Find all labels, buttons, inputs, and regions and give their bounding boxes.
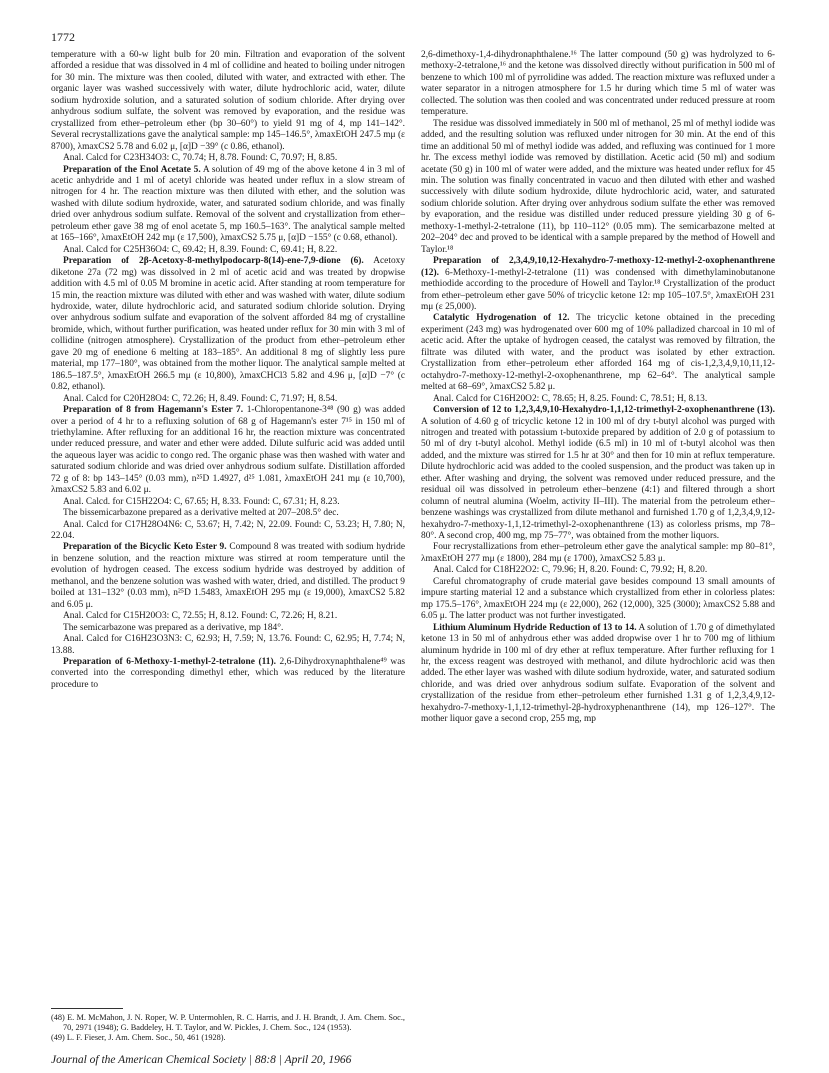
page-number: 1772 — [51, 30, 75, 44]
section-heading: Preparation of 2,3,4,9,10,12-Hexahydro-7-methoxy-12-methyl-2-oxophenanthrene (12). — [421, 256, 775, 278]
footnote-rule — [51, 1008, 123, 1009]
section-heading: Preparation of 2β-Acetoxy-8-methylpodocarp-8(14)-ene-7,9-dione (6). — [63, 256, 364, 267]
section-heading: Preparation of the Enol Acetate 5. — [63, 164, 201, 175]
paragraph — [51, 508, 405, 519]
paragraph — [51, 542, 405, 611]
paragraph-text: Anal. Calcd for C25H36O4: C, 69.42; H, 8.39. Found: C, 69.41; H, 8.22. — [63, 244, 338, 255]
paragraph — [51, 611, 405, 622]
paragraph — [421, 405, 775, 542]
paragraph — [51, 623, 405, 634]
paragraph — [421, 565, 775, 576]
paragraph-text: Compound 8 was treated with sodium hydride in benzene solution, and the reaction mixture was stirred at room temperature until the evolution of hydrogen ceased. The excess sodium hydride was destroyed by addition of methanol, and the benzene solution was washed with water, dried, and distilled. The product 9 boiled at 131–132° (0.03 mm), n²⁵D 1.5483, λmaxEtOH 295 mμ (ε 19,000), λmaxCS2 5.82 and 6.05 μ. — [51, 542, 405, 610]
paragraph — [51, 657, 405, 691]
paragraph — [51, 50, 405, 153]
paragraph-text: Anal. Calcd for C20H28O4: C, 72.26; H, 8.49. Found: C, 71.97; H, 8.54. — [63, 393, 338, 404]
paragraph-text: The tricyclic ketone obtained in the preceding experiment (243 mg) was hydrogenated over 600 mg of 10% palladized charcoal in 10 ml of acetic acid. After the uptake of hydrogen ceased, the catalyst was removed by filtration, the filtrate was diluted with water, and the product was isolated by ether extraction. Crystallization from ether–petroleum ether afforded 164 mg of cis-1,2,3,4,9,10,11,12-octahydro-7-methoxy-12-methyl-2-oxophenanthrene, mp 62–64°. The analytical sample melted at 68–69°, λmaxCS2 5.82 μ. — [421, 313, 775, 393]
right-column — [421, 50, 775, 1050]
paragraph — [51, 497, 405, 508]
journal-footer: Journal of the American Chemical Society | 88:8 | April 20, 1966 — [51, 1054, 352, 1066]
paragraph-text: The bissemicarbazone prepared as a derivative melted at 207–208.5° dec. — [63, 508, 339, 519]
section-heading: Conversion of 12 to 1,2,3,4,9,10-Hexahydro-1,1,12-trimethyl-2-oxophenanthrene (13). — [433, 405, 775, 416]
paragraph-text: 2,6-dimethoxy-1,4-dihydronaphthalene.¹⁶ The latter compound (50 g) was hydrolyzed to 6-methoxy-2-tetralone,¹⁶ and the ketone was dissolved directly without purification in 500 ml of benzene to which 100 ml of pyrrolidine was added. The reaction mixture was refluxed under a water separator in a nitrogen atmosphere for 1.5 hr during which time 5 ml of water was collected. The solution was then cooled and was concentrated under reduced pressure at room temperature. — [421, 50, 775, 118]
paragraph-text: A solution of 1.70 g of dimethylated ketone 13 in 50 ml of anhydrous ether was added dropwise over 1 hr to 700 mg of lithium aluminum hydride in 100 ml of dry ether at reflux temperature. After further refluxing for 1 hr, the excess reagent was destroyed with methanol, and dilute hydrochloric acid was then added. The ether layer was washed with dilute sodium hydroxide, water, and saturated sodium chloride, and was dried over anhydrous sodium sulfate. Evaporation of the solvent and crystallization of the residue from ether–petroleum ether furnished 1.31 g of 1,2,3,4,9,12-hexahydro-7-methoxy-1,1,12-trimethyl-2β-hydroxyphenanthrene (14), mp 126–127°. The mother liquor gave a second crop, 255 mg, mp — [421, 622, 775, 725]
paragraph — [421, 119, 775, 256]
paragraph-text: Anal. Calcd for C17H28O4N6: C, 53.67; H, 7.42; N, 22.09. Found: C, 53.23; H, 7.80; N, 22.04. — [51, 519, 405, 542]
paragraph — [421, 577, 775, 623]
references — [51, 1013, 405, 1044]
paragraph-text: 1-Chloropentanone-3⁴⁸ (90 g) was added over a period of 4 hr to a refluxing solution of 68 g of Hagemann's ester 7¹⁵ in 150 ml of triethylamine. After refluxing for an additional 16 hr, the reaction mixture was concentrated under reduced pressure, and water and ether were added. Dilute sulfuric acid was added until the aqueous layer was acidic to congo red. The organic phase was then washed with water and saturated sodium chloride and was dried over anhydrous sodium sulfate. Distillation afforded 72 g of 8: bp 143–145° (0.03 mm), n²⁵D 1.4927, d²⁵ 1.081, λmaxEtOH 241 mμ (ε 10,700), λmaxCS2 5.83 and 6.02 μ. — [51, 405, 405, 496]
paragraph-text: Anal. Calcd. for C15H22O4: C, 67.65; H, 8.33. Found: C, 67.31; H, 8.23. — [63, 496, 340, 507]
paragraph-text: Anal. Calcd for C23H34O3: C, 70.74; H, 8.78. Found: C, 70.97; H, 8.85. — [63, 153, 338, 164]
paragraph — [421, 256, 775, 313]
paragraph — [51, 256, 405, 393]
paragraph-text: The residue was dissolved immediately in 500 ml of methanol, 25 ml of methyl iodide was added, and the resulting solution was refluxed under nitrogen for 30 min. At the end of this time an additional 50 ml of methyl iodide was added, and refluxing was continued for 1 more hr. The excess methyl iodide was removed by distillation. Acetic acid (50 ml) and sodium acetate (50 g) in 100 ml of water were added, and the mixture was heated under reflux for 45 min. The solution was finally concentrated in vacuo and then diluted with ether and washed successively with dilute sodium hydroxide, dilute hydrochloric acid, water, and saturated sodium chloride solution. After drying over anhydrous sodium sulfate the ether was removed by evaporation, and the residue was distilled under reduced pressure yielding 30 g of 6-methoxy-1-methyl-2-tetralone (11), bp 110–112° (0.05 mm). The semicarbazone melted at 202–204° dec and proved to be identical with a sample prepared by the method of Howell and Taylor.¹⁸ — [421, 118, 775, 255]
paragraph — [51, 634, 405, 657]
paragraph — [51, 405, 405, 497]
paragraph-text: 2,6-Dihydroxynaphthalene⁴⁹ was converted into the corresponding dimethyl ether, which was reduced by the literature procedure to — [51, 657, 405, 690]
paragraph — [51, 394, 405, 405]
paragraph-text: Acetoxy diketone 27a (72 mg) was dissolved in 2 ml of acetic acid and was treated by dropwise addition with 4.5 ml of 0.05 M bromine in acetic acid. After standing at room temperature for 15 min, the reaction mixture was diluted with ether and was washed with water, dilute sodium hydroxide, water, dilute hydrochloric acid, and saturated sodium chloride solution. Drying over anhydrous sodium sulfate and evaporation of the solvent afforded 84 mg of crystalline bromide, which, without further purification, was heated under reflux for 30 min with 3 ml of collidine (nitrogen atmosphere). Crystallization of the product from ether–petroleum ether gave 20 mg of enedione 6 melting at 183–185°. An additional 8 mg of slightly less pure material, mp 177–180°, was obtained from the mother liquor. The analytical sample melted at 186.5–187.5°, λmaxEtOH 266.5 mμ (ε 10,800), λmaxCHCl3 5.82 and 4.96 μ, [α]D −7° (c 0.82, ethanol). — [51, 256, 405, 393]
paragraph-text: The semicarbazone was prepared as a derivative, mp 184°. — [63, 622, 284, 633]
paragraph — [51, 153, 405, 164]
paragraph — [421, 313, 775, 393]
paragraph-text: 6-Methoxy-1-methyl-2-tetralone (11) was condensed with dimethylaminobutanone methiodide according to the procedure of Howell and Taylor.¹⁸ Crystallization of the product from ether–petroleum ether gave 50% of tricyclic ketone 12: mp 105–107.5°, λmaxEtOH 231 mμ (ε 25,000). — [421, 267, 775, 312]
paragraph — [51, 520, 405, 543]
section-heading: Preparation of the Bicyclic Keto Ester 9. — [63, 542, 227, 553]
paragraph-text: temperature with a 60-w light bulb for 20 min. Filtration and evaporation of the solvent afforded a residue that was dissolved in 4 ml of collidine and heated to boiling under nitrogen for 30 min. The mixture was then cooled, diluted with water, and extracted with ether. The organic layer was washed successively with water, dilute hydrochloric acid, water, dilute sodium hydroxide solution, and a saturated solution of sodium chloride. After drying over anhydrous sodium sulfate, the solvent was removed by evaporation, and the residue was crystallized from ether–petroleum ether (bp 30–60°) to yield 91 mg of 4, mp 141–142°. Several recrystallizations gave the analytical sample: mp 145–146.5°, λmaxEtOH 247.5 mμ (ε 8700), λmaxCS2 5.78 and 6.02 μ, [α]D −39° (c 0.86, ethanol). — [51, 50, 405, 152]
paragraph-text: Four recrystallizations from ether–petroleum ether gave the analytical sample: mp 80–81°, λmaxEtOH 277 mμ (ε 1800), 284 mμ (ε 1700), λmaxCS2 5.83 μ. — [421, 542, 775, 564]
paragraph — [421, 542, 775, 565]
section-heading: Lithium Aluminum Hydride Reduction of 13 to 14. — [433, 622, 637, 633]
paragraph — [421, 50, 775, 119]
left-column — [51, 50, 405, 1000]
section-heading: Preparation of 8 from Hagemann's Ester 7. — [63, 405, 244, 416]
paragraph-text: A solution of 4.60 g of tricyclic ketone 12 in 100 ml of dry t-butyl alcohol was purged with nitrogen and treated with potassium t-butoxide prepared by addition of 2.0 g of potassium to 50 ml of dry t-butyl alcohol. Methyl iodide (6.5 ml) in 10 ml of t-butyl alcohol was then added, and the mixture was stirred for 1.5 hr at 30° and then for 10 min at reflux temperature. Dilute hydrochloric acid was added to the cooled suspension, and the product was taken up in ether. After washing and drying, the solvent was removed under reduced pressure, and the residual oil was dissolved in petroleum ether–benzene (4:1) and filtered through a short column of neutral alumina (Woelm, activity II–III). The material from the petroleum ether–benzene washings was crystallized from dilute methanol and furnished 1.70 g of 1,2,3,4,9,12-hexahydro-7-methoxy-1,1,12-trimethyl-2-oxophenanthrene (13) as colorless prisms, mp 78–80°. A second crop, 400 mg, mp 75–77°, was obtained from the mother liquors. — [421, 416, 775, 542]
paragraph-text: Anal. Calcd for C16H23O3N3: C, 62.93; H, 7.59; N, 13.76. Found: C, 62.95; H, 7.74; N, 13.88. — [51, 634, 405, 656]
paragraph — [421, 394, 775, 405]
section-heading: Catalytic Hydrogenation of 12. — [433, 313, 570, 324]
paragraph — [51, 245, 405, 256]
paragraph — [51, 165, 405, 245]
paragraph — [421, 623, 775, 726]
paragraph-text: Anal. Calcd for C15H20O3: C, 72.55; H, 8.12. Found: C, 72.26; H, 8.21. — [63, 611, 338, 622]
paragraph-text: A solution of 49 mg of the above ketone 4 in 3 ml of acetic anhydride and 1 ml of acetyl chloride was heated under reflux in a slow stream of nitrogen for 4 hr. The reaction mixture was then diluted with ether, and the solution was washed with dilute sodium hydroxide, water, and saturated sodium chloride, and was finally dried over anhydrous sodium sulfate. Removal of the solvent and crystallization from ether–petroleum ether gave 38 mg of enol acetate 5, mp 160.5–163°. The analytical sample melted at 165–166°, λmaxEtOH 242 mμ (ε 17,500), λmaxCS2 5.75 μ, [α]D −155° (c 0.68, ethanol). — [51, 164, 405, 244]
paragraph-text: Careful chromatography of crude material gave besides compound 13 small amounts of impure starting material 12 and a substance which crystallized from ether in colorless plates: mp 175.5–176°, λmaxEtOH 224 mμ (ε 22,000), 262 (12,000), 325 (3000); λmaxCS2 5.88 and 6.05 μ. The latter product was not further investigated. — [421, 576, 775, 622]
paragraph-text: Anal. Calcd for C16H20O2: C, 78.65; H, 8.25. Found: C, 78.51; H, 8.13. — [433, 393, 708, 404]
section-heading: Preparation of 6-Methoxy-1-methyl-2-tetralone (11). — [63, 657, 276, 668]
reference-entry: (48) E. M. McMahon, J. N. Roper, W. P. Untermohlen, R. C. Harris, and J. H. Brandt, J. Am. Chem. Soc., 70, 2971 (1948); G. Baddeley, H. T. Taylor, and W. Pickles, J. Chem. Soc., 124 (1953). — [51, 1013, 405, 1033]
reference-entry: (49) L. F. Fieser, J. Am. Chem. Soc., 50, 461 (1928). — [51, 1033, 226, 1043]
paragraph-text: Anal. Calcd for C18H22O2: C, 79.96; H, 8.20. Found: C, 79.92; H, 8.20. — [433, 565, 708, 576]
